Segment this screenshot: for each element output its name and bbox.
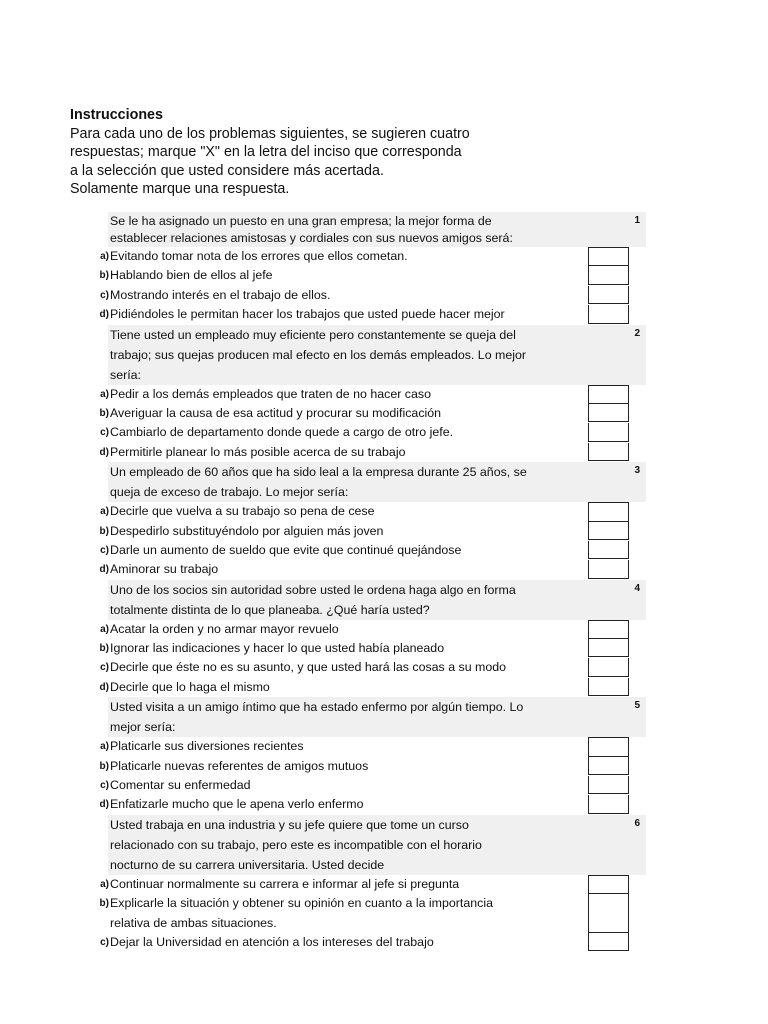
option-text bbox=[110, 620, 339, 639]
option-text bbox=[110, 795, 363, 814]
option-text bbox=[110, 933, 434, 952]
question-stem-line: totalmente distinta de lo que planeaba. ¿Qué haría usted? bbox=[110, 602, 430, 617]
answer-checkbox[interactable] bbox=[588, 560, 629, 578]
option-text bbox=[110, 776, 251, 795]
answer-checkbox[interactable] bbox=[588, 737, 629, 756]
option-letter: d) bbox=[99, 681, 109, 693]
option-letter: c) bbox=[100, 780, 109, 792]
answer-options bbox=[96, 875, 658, 953]
option-text-line: Comentar su enfermedad bbox=[110, 778, 251, 793]
option-text bbox=[110, 522, 383, 541]
answer-option bbox=[96, 639, 658, 658]
option-text-line: Decirle que éste no es su asunto, y que usted hará las cosas a su modo bbox=[110, 660, 507, 675]
answer-checkbox[interactable] bbox=[588, 404, 629, 422]
answer-checkbox[interactable] bbox=[588, 541, 629, 559]
instructions-line: a la selección que usted considere más acertada. bbox=[70, 162, 384, 179]
answer-checkbox[interactable] bbox=[588, 620, 629, 639]
option-text-line: Averiguar la causa de esa actitud y procurar su modificación bbox=[110, 405, 442, 420]
answer-checkbox[interactable] bbox=[588, 305, 629, 323]
option-text bbox=[110, 305, 505, 324]
question-stem-line: nocturno de su carrera universitaria. Usted decide bbox=[110, 857, 385, 872]
option-text-line: Platicarle sus diversiones recientes bbox=[110, 739, 304, 754]
question-stem-line: Un empleado de 60 años que ha sido leal a la empresa durante 25 años, se bbox=[110, 465, 527, 480]
option-letter: a) bbox=[100, 388, 109, 400]
instructions-line: Para cada uno de los problemas siguientes, se sugieren cuatro bbox=[70, 125, 470, 142]
answer-options bbox=[96, 385, 658, 463]
answer-checkbox[interactable] bbox=[588, 522, 629, 540]
question-stem-line: Usted trabaja en una industria y su jefe quiere que tome un curso bbox=[110, 817, 469, 832]
option-text bbox=[110, 385, 431, 404]
answer-checkbox[interactable] bbox=[588, 776, 629, 794]
question-number: 4 bbox=[634, 582, 640, 594]
option-text bbox=[110, 541, 461, 560]
question-stem-line: mejor sería: bbox=[110, 720, 176, 735]
question-stem-line: establecer relaciones amistosas y cordiales con sus nuevos amigos será: bbox=[110, 230, 513, 245]
option-letter: a) bbox=[100, 251, 109, 262]
option-text bbox=[110, 560, 218, 579]
answer-option bbox=[96, 894, 658, 933]
answer-checkbox[interactable] bbox=[588, 894, 629, 933]
option-text-line: Mostrando interés en el trabajo de ellos. bbox=[110, 287, 331, 302]
option-letter: b) bbox=[99, 270, 109, 282]
option-letter: d) bbox=[99, 564, 109, 576]
option-text bbox=[110, 286, 330, 305]
option-text bbox=[110, 639, 444, 658]
option-text-line: Dejar la Universidad en atención a los intereses del trabajo bbox=[110, 935, 434, 949]
question-stem-line: Se le ha asignado un puesto en una gran empresa; la mejor forma de bbox=[110, 214, 492, 228]
option-letter: a) bbox=[100, 878, 109, 890]
question-stem-line: Usted visita a un amigo íntimo que ha estado enfermo por algún tiempo. Lo bbox=[110, 700, 524, 715]
answer-checkbox[interactable] bbox=[588, 933, 629, 951]
answer-checkbox[interactable] bbox=[588, 385, 629, 404]
option-letter: b) bbox=[99, 898, 109, 910]
option-letter: a) bbox=[100, 623, 109, 635]
option-letter: b) bbox=[99, 525, 109, 537]
instructions-heading: Instrucciones bbox=[70, 107, 163, 123]
question-number: 6 bbox=[634, 817, 640, 829]
question-number: 2 bbox=[634, 327, 640, 339]
question-stem-line: Tiene usted un empleado muy eficiente pero constantemente se queja del bbox=[110, 327, 516, 342]
answer-option bbox=[96, 385, 658, 404]
option-text bbox=[110, 404, 441, 423]
answer-option bbox=[96, 286, 658, 305]
question-stem bbox=[108, 580, 646, 620]
question-stem-line: Uno de los socios sin autoridad sobre usted le ordena haga algo en forma bbox=[110, 582, 516, 597]
answer-option bbox=[96, 776, 658, 795]
option-text bbox=[110, 443, 405, 462]
answer-checkbox[interactable] bbox=[588, 795, 629, 813]
answer-option bbox=[96, 933, 658, 952]
option-letter: d) bbox=[99, 799, 109, 811]
answer-checkbox[interactable] bbox=[588, 757, 629, 775]
answer-option bbox=[96, 560, 658, 579]
option-text-line: Darle un aumento de sueldo que evite que continué quejándose bbox=[110, 542, 462, 557]
option-text bbox=[110, 678, 270, 697]
option-letter: d) bbox=[99, 446, 109, 458]
option-letter: a) bbox=[100, 506, 109, 518]
answer-option bbox=[96, 266, 658, 285]
option-text bbox=[110, 247, 408, 266]
question-stem-line: sería: bbox=[110, 367, 141, 382]
option-text-line: Pidiéndoles le permitan hacer los trabajos que usted puede hacer mejor bbox=[110, 307, 505, 322]
answer-option bbox=[96, 404, 658, 423]
option-text-line: Pedir a los demás empleados que traten de no hacer caso bbox=[110, 386, 431, 401]
answer-options bbox=[96, 620, 658, 698]
option-text-line: Platicarle nuevas referentes de amigos mutuos bbox=[110, 758, 369, 773]
option-text-line: Evitando tomar nota de los errores que ellos cometan. bbox=[110, 249, 408, 263]
answer-option bbox=[96, 875, 658, 894]
option-text bbox=[110, 875, 459, 894]
question-4 bbox=[96, 580, 658, 698]
answer-option bbox=[96, 620, 658, 639]
answer-option bbox=[96, 522, 658, 541]
option-letter: c) bbox=[100, 937, 109, 948]
question-stem bbox=[108, 815, 646, 875]
questions-list bbox=[96, 212, 658, 952]
question-3 bbox=[96, 462, 658, 580]
answer-checkbox[interactable] bbox=[588, 443, 629, 461]
question-2 bbox=[96, 325, 658, 463]
option-letter: c) bbox=[100, 662, 109, 674]
option-text-line: Ignorar las indicaciones y hacer lo que usted había planeado bbox=[110, 641, 445, 656]
question-stem bbox=[108, 212, 646, 247]
option-text-line: Decirle que lo haga el mismo bbox=[110, 679, 270, 694]
option-text bbox=[110, 658, 506, 677]
option-text-line: Decirle que vuelva a su trabajo so pena de cese bbox=[110, 504, 375, 519]
answer-option bbox=[96, 678, 658, 697]
option-text-line: Cambiarlo de departamento donde quede a cargo de otro jefe. bbox=[110, 425, 454, 440]
answer-options bbox=[96, 737, 658, 815]
instructions-line: Solamente marque una respuesta. bbox=[70, 181, 290, 197]
option-letter: c) bbox=[100, 544, 109, 556]
option-text-line: Permitirle planear lo más posible acerca de su trabajo bbox=[110, 444, 406, 459]
answer-option bbox=[96, 795, 658, 814]
option-letter: a) bbox=[100, 741, 109, 753]
question-stem bbox=[108, 697, 646, 737]
option-text bbox=[110, 266, 273, 285]
option-text bbox=[110, 423, 453, 442]
option-letter: b) bbox=[99, 760, 109, 772]
option-letter: c) bbox=[100, 289, 109, 301]
answer-checkbox[interactable] bbox=[588, 678, 629, 696]
answer-options bbox=[96, 247, 658, 325]
option-text-line: Hablando bien de ellos al jefe bbox=[110, 268, 273, 283]
answer-option bbox=[96, 423, 658, 442]
question-1 bbox=[96, 212, 658, 325]
answer-option bbox=[96, 305, 658, 324]
answer-checkbox[interactable] bbox=[588, 875, 629, 894]
answer-checkbox[interactable] bbox=[588, 266, 629, 284]
question-number: 5 bbox=[634, 700, 640, 712]
option-text bbox=[110, 894, 493, 933]
option-text-line: Aminorar su trabajo bbox=[110, 562, 219, 577]
instructions-block bbox=[70, 106, 550, 199]
question-stem-line: trabajo; sus quejas producen mal efecto en los demás empleados. Lo mejor bbox=[110, 347, 527, 362]
question-stem-line: relacionado con su trabajo, pero este es incompatible con el horario bbox=[110, 837, 482, 852]
question-number: 1 bbox=[634, 215, 640, 226]
option-letter: b) bbox=[99, 643, 109, 655]
answer-checkbox[interactable] bbox=[588, 639, 629, 657]
option-text bbox=[110, 502, 375, 521]
answer-checkbox[interactable] bbox=[588, 423, 629, 441]
answer-options bbox=[96, 502, 658, 580]
option-text bbox=[110, 757, 368, 776]
answer-checkbox[interactable] bbox=[588, 502, 629, 521]
question-5 bbox=[96, 697, 658, 815]
question-6 bbox=[96, 815, 658, 953]
answer-checkbox[interactable] bbox=[588, 658, 629, 676]
option-text-line: Despedirlo substituyéndolo por alguien más joven bbox=[110, 523, 384, 538]
answer-option bbox=[96, 757, 658, 776]
option-text-line: relativa de ambas situaciones. bbox=[110, 915, 277, 930]
option-text-line: Acatar la orden y no armar mayor revuelo bbox=[110, 621, 339, 636]
question-number: 3 bbox=[634, 465, 640, 477]
question-stem-line: queja de exceso de trabajo. Lo mejor sería: bbox=[110, 485, 349, 500]
answer-checkbox[interactable] bbox=[588, 247, 629, 266]
option-text-line: Continuar normalmente su carrera e informar al jefe si pregunta bbox=[110, 876, 460, 891]
option-letter: c) bbox=[100, 427, 109, 439]
option-letter: b) bbox=[99, 407, 109, 419]
answer-option bbox=[96, 541, 658, 560]
answer-option bbox=[96, 658, 658, 677]
answer-option bbox=[96, 443, 658, 462]
answer-option bbox=[96, 737, 658, 756]
option-text-line: Explicarle la situación y obtener su opinión en cuanto a la importancia bbox=[110, 896, 493, 911]
option-text bbox=[110, 737, 304, 756]
question-stem bbox=[108, 325, 646, 385]
option-text-line: Enfatizarle mucho que le apena verlo enfermo bbox=[110, 797, 364, 812]
answer-option bbox=[96, 502, 658, 521]
question-stem bbox=[108, 462, 646, 502]
option-letter: d) bbox=[99, 309, 109, 321]
instructions-line: respuestas; marque "X" en la letra del inciso que corresponda bbox=[70, 144, 462, 160]
answer-option bbox=[96, 247, 658, 266]
answer-checkbox[interactable] bbox=[588, 286, 629, 304]
